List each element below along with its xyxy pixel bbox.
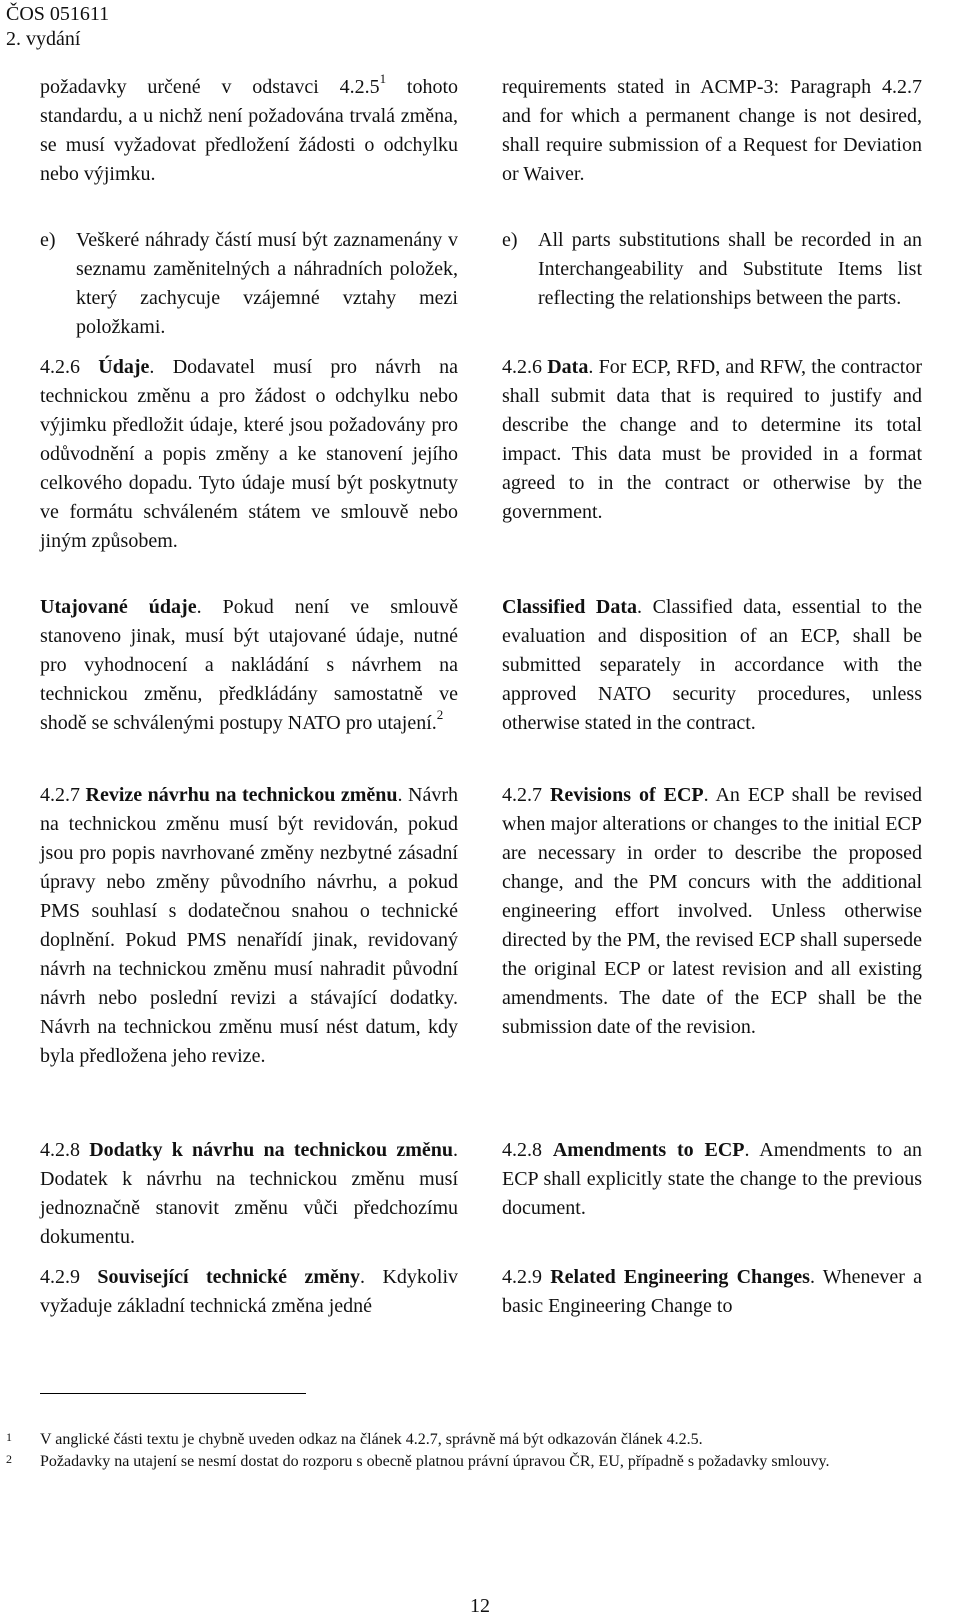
section-4-2-6: 4.2.6 Údaje. Dodavatel musí pro návrh na technickou změnu a pro žádost o odchylku nebo výjimku předložit údaje, které jsou požadovány pro odůvodnění a popis změny a ke stanovení jejího celkového dopadu. Tyto údaje musí být poskytnuty ve formátu schváleném státem ve smlouvě nebo jiným způsobem. [40,356,458,552]
section-title: Utajované údaje [40,596,197,618]
footnote-ref-1: 1 [379,71,387,87]
section-title: Data [547,356,589,378]
standard-id: ČOS 051611 [6,3,110,25]
footnote-ref-2: 2 [436,707,444,723]
item-e: e) All parts substitutions shall be recorded in an Interchangeability and Substitute Items list reflecting the relationships between the parts. [502,229,922,309]
section-title: Classified Data [502,596,638,618]
classified-data-paragraph: Utajované údaje. Pokud není ve smlouvě stanoveno jinak, musí být utajované údaje, nutné pro vyhodnocení a nakládání s návrhem na technickou změnu, předkládány samostatně ve shodě se schválenými postupy NATO pro utajení.$^2$ [40,596,458,734]
page-header [6,2,109,52]
section-4-2-6: 4.2.6 Data. For ECP, RFD, and RFW, the contractor shall submit data that is required to justify and describe the change and to determine its total impact. This data must be provided in a format agreed to in the contract or otherwise by the government. [502,356,923,523]
page-number: 12 [470,1595,490,1617]
footnote-number: 2 [6,1452,12,1466]
footnote-text: V anglické části textu je chybně uveden odkaz na článek 4.2.7, správně má být odkazován článek 4.2.5. [40,1431,703,1448]
section-title: Související technické změny [97,1266,361,1288]
section-title: Údaje [98,356,150,378]
section-4-2-8: 4.2.8 Amendments to ECP. Amendments to an ECP shall explicitly state the change to the previous document. [502,1139,923,1219]
section-title: Revize návrhu na technickou změnu [85,784,398,806]
paragraph-continuation: requirements stated in ACMP-3: Paragraph 4.2.7 and for which a permanent change is not desired, shall require submission of a Request for Deviation or Waiver. [502,76,922,185]
footnote-number: 1 [6,1430,12,1444]
footnote-text: Požadavky na utajení se nesmí dostat do rozporu s obecně platnou právní úpravou ČR, EU, případně s požadavky smlouvy. [40,1453,830,1470]
section-4-2-9: 4.2.9 Související technické změny. Kdykoliv vyžaduje základní technická změna jedné [40,1266,458,1317]
section-title: Dodatky k návrhu na technickou změnu [89,1139,454,1161]
edition: 2. vydání [6,28,81,50]
section-4-2-8: 4.2.8 Dodatky k návrhu na technickou změnu. Dodatek k návrhu na technickou změnu musí jednoznačně stanovit změnu vůči předchozímu dokumentu. [40,1139,459,1248]
section-title: Amendments to ECP [552,1139,745,1161]
item-e: e) Veškeré náhrady částí musí být zaznamenány v seznamu zaměnitelných a náhradních položek, který zachycuje vzájemné vztahy mezi položkami. [40,229,458,338]
section-4-2-7: 4.2.7 Revize návrhu na technickou změnu. Návrh na technickou změnu musí být revidován, pokud jsou pro popis navrhované změny nezbytné zásadní úpravy nebo změny původního návrhu, a pokud PMS souhlasí s dodatečnou snahou o technické doplnění. Pokud PMS nenařídí jinak, revidovaný návrh na technickou změnu musí nahradit původní návrh nebo poslední revizi a stávající dodatky. Návrh na technickou změnu musí nést datum, kdy byla předložena jeho revize. [40,784,459,1067]
section-4-2-9: 4.2.9 Related Engineering Changes. Whenever a basic Engineering Change to [502,1266,923,1317]
classified-data-paragraph: Classified Data. Classified data, essential to the evaluation and disposition of an ECP, shall be submitted separately in accordance with the approved NATO security procedures, unless otherwise stated in the contract. [502,596,922,734]
section-4-2-7: 4.2.7 Revisions of ECP. An ECP shall be revised when major alterations or changes to the initial ECP are necessary in order to describe the proposed change, and the PM concurs with the additional engineering effort involved. Unless otherwise directed by the PM, the revised ECP shall supersede the original ECP or latest revision and all existing amendments. The date of the ECP shall be the submission date of the revision. [502,784,923,1038]
section-title: Related Engineering Changes [550,1266,810,1288]
footnote-separator [40,1393,306,1394]
section-title: Revisions of ECP [549,784,704,806]
paragraph-continuation: požadavky určené v odstavci 4.2.5$^1$ tohoto standardu, a u nichž není požadována trvalá změna, se musí vyžadovat předložení žádosti o odchylku nebo výjimku. [40,71,458,185]
